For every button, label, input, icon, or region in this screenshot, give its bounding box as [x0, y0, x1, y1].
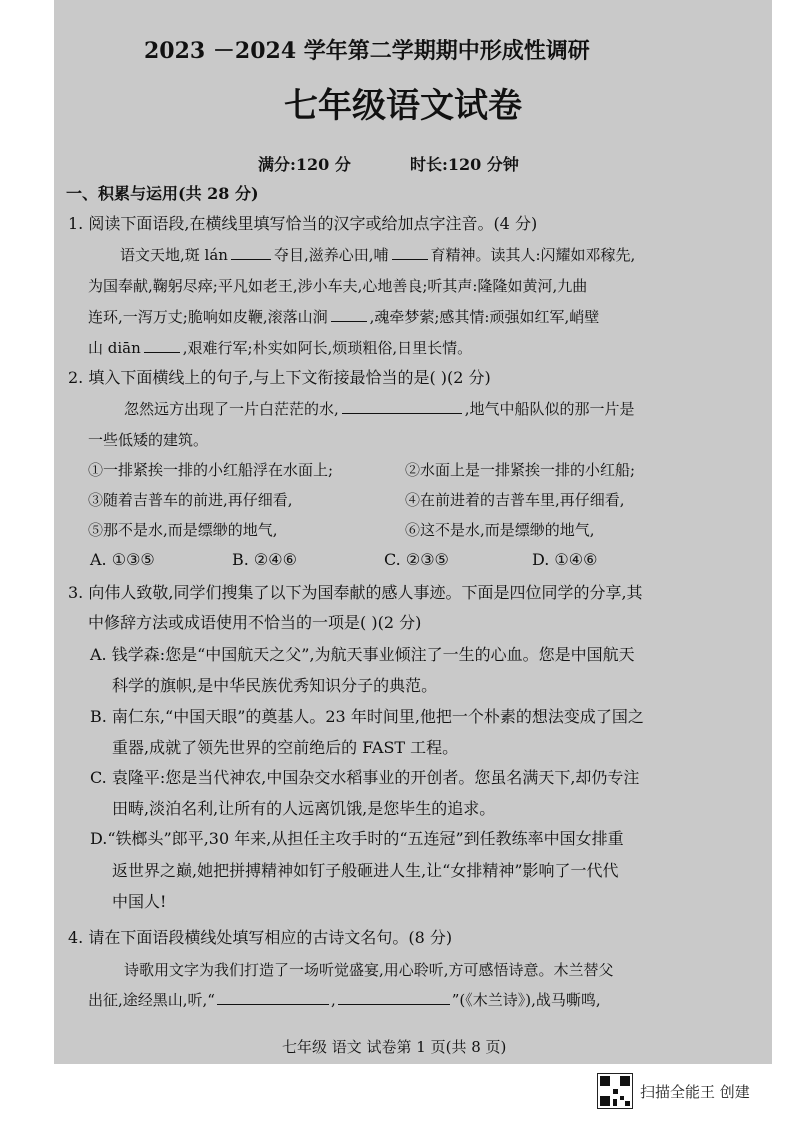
text-segment: 出征,途经黑山,听,“	[88, 991, 215, 1009]
duration: 时长:120 分钟	[410, 155, 519, 174]
choice-d[interactable]: D.“铁榔头”郎平,30 年来,从担任主攻手时的“五连冠”到任教练率中国女排重	[90, 829, 624, 848]
question-1-paragraph-line	[88, 338, 472, 358]
question-1-paragraph-line	[88, 307, 599, 327]
question-1-paragraph-line: 为国奉献,鞠躬尽瘁;平凡如老王,涉小车夫,心地善良;听其声:隆隆如黄河,九曲	[88, 277, 588, 295]
choice-d-line: 返世界之巅,她把拼搏精神如钉子般砸进人生,让“女排精神”影响了一代代	[112, 861, 619, 880]
text-segment: 语文天地,斑 lán	[120, 246, 228, 264]
choice-a-line: 科学的旗帜,是中华民族优秀知识分子的典范。	[112, 676, 438, 695]
question-4-stem: 4. 请在下面语段横线处填写相应的古诗文名句。(8 分)	[68, 928, 453, 947]
question-3-stem: 3. 向伟人致敬,同学们搜集了以下为国奉献的感人事迹。下面是四位同学的分享,其	[68, 583, 643, 602]
text-segment: 育精神。读其人:闪耀如邓稼先,	[430, 246, 636, 264]
choice-a[interactable]: A. 钱学森:您是“中国航天之父”,为航天事业倾注了一生的心血。您是中国航天	[90, 645, 635, 664]
full-score: 满分:120 分	[258, 155, 351, 174]
option-2: ②水面上是一排紧挨一排的小红船;	[405, 461, 636, 479]
qr-code-icon	[597, 1073, 633, 1109]
option-1: ①一排紧挨一排的小红船浮在水面上;	[88, 461, 334, 479]
choice-d[interactable]: D. ①④⑥	[532, 550, 598, 569]
question-1-stem: 1. 阅读下面语段,在横线里填写恰当的汉字或给加点字注音。(4 分)	[68, 214, 538, 233]
choice-b[interactable]: B. 南仁东,“中国天眼”的奠基人。23 年时间里,他把一个朴素的想法变成了国之	[90, 707, 644, 726]
paper-title: 七年级语文试卷	[284, 86, 522, 126]
choice-b-line: 重器,成就了领先世界的空前绝后的 FAST 工程。	[112, 738, 459, 757]
choice-c[interactable]: C. ②③⑤	[384, 550, 449, 569]
text-segment: ,地气中船队似的那一片是	[464, 400, 635, 418]
text-segment: ”(《木兰诗》),战马嘶鸣,	[451, 991, 601, 1009]
page-number: 七年级 语文 试卷第 1 页(共 8 页)	[282, 1038, 507, 1056]
answer-blank[interactable]	[338, 990, 450, 1005]
question-2-stem: 2. 填入下面横线上的句子,与上下文衔接最恰当的是( )(2 分)	[68, 368, 491, 387]
option-6: ⑥这不是水,而是缥缈的地气,	[405, 521, 595, 539]
option-5: ⑤那不是水,而是缥缈的地气,	[88, 521, 278, 539]
option-3: ③随着吉普车的前进,再仔细看,	[88, 491, 293, 509]
exam-title: 2023 －2024 学年第二学期期中形成性调研	[144, 38, 590, 64]
text-segment: ,	[330, 991, 336, 1009]
question-3-stem-line: 中修辞方法或成语使用不恰当的一项是( )(2 分)	[88, 613, 422, 632]
choice-d-line: 中国人!	[112, 892, 167, 911]
section-title: 一、积累与运用(共 28 分)	[66, 184, 259, 203]
question-2-paragraph	[124, 399, 635, 419]
answer-blank[interactable]	[144, 338, 180, 353]
question-2-paragraph-line: 一些低矮的建筑。	[88, 431, 209, 449]
text-segment: ,艰难行军;朴实如阿长,烦琐粗俗,日里长情。	[182, 339, 473, 357]
answer-blank[interactable]	[331, 307, 367, 322]
question-1-paragraph	[120, 245, 635, 265]
question-4-paragraph-line	[88, 990, 601, 1010]
choice-c-line: 田畴,淡泊名利,让所有的人远离饥饿,是您毕生的追求。	[112, 799, 496, 818]
answer-blank[interactable]	[392, 245, 428, 260]
text-segment: 连环,一泻万丈;脆响如皮鞭,滚落山涧	[88, 308, 328, 326]
choice-b[interactable]: B. ②④⑥	[232, 550, 297, 569]
text-segment: 山 diān	[88, 339, 141, 357]
choice-c[interactable]: C. 袁隆平:您是当代神农,中国杂交水稻事业的开创者。您虽名满天下,却仍专注	[90, 768, 640, 787]
question-4-paragraph: 诗歌用文字为我们打造了一场听觉盛宴,用心聆听,方可感悟诗意。木兰替父	[124, 961, 614, 979]
answer-blank[interactable]	[217, 990, 329, 1005]
text-segment: 夺目,滋养心田,哺	[273, 246, 389, 264]
text-segment: 忽然远方出现了一片白茫茫的水,	[124, 400, 339, 418]
answer-blank[interactable]	[342, 399, 462, 414]
option-4: ④在前进着的吉普车里,再仔细看,	[405, 491, 625, 509]
answer-blank[interactable]	[231, 245, 271, 260]
choice-a[interactable]: A. ①③⑤	[90, 550, 155, 569]
text-segment: ,魂牵梦萦;感其情:顽强如红军,峭壁	[369, 308, 600, 326]
scanner-brand: 扫描全能王 创建	[640, 1083, 750, 1101]
